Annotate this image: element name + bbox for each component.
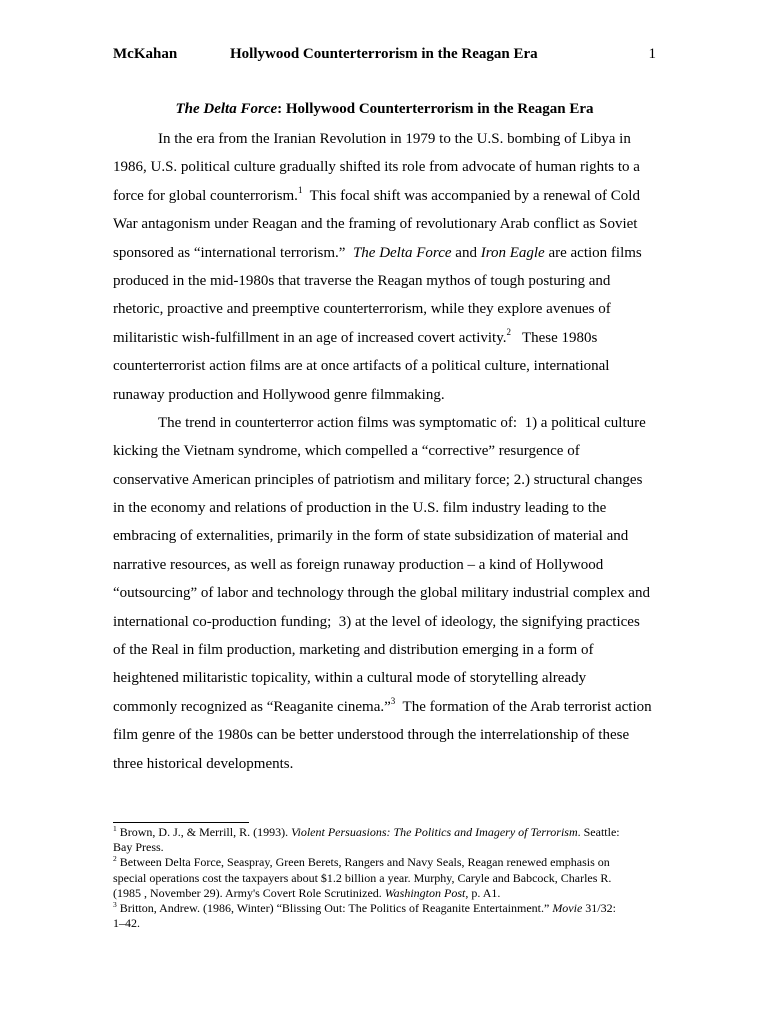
footnote-number: 1 [113, 824, 117, 833]
film-title: The Delta Force [352, 244, 452, 261]
paragraph-2 [113, 409, 663, 778]
text-span: The formation of the Arab terrorist action [395, 698, 652, 715]
text-line: kicking the Vietnam syndrome, which compelled a “corrective” resurgence of [113, 443, 580, 460]
text-span: This focal shift was accompanied by a renewal of Cold [302, 187, 640, 204]
text-span: . Seattle: [577, 825, 620, 839]
text-line: embracing of externalities, primarily in the form of state subsidization of material and [113, 528, 629, 545]
title-subtitle: : Hollywood Counterterrorism in the Reagan Era [277, 101, 594, 117]
text-line: narrative resources, as well as foreign runaway production – a kind of Hollywood [113, 556, 604, 573]
text-span: sponsored as “international terrorism.” [113, 244, 353, 261]
text-line: runaway production and Hollywood genre filmmaking. [113, 386, 445, 403]
text-span: Brown, D. J., & Merrill, R. (1993). [116, 825, 292, 839]
footnote-ref: 1 [297, 184, 303, 195]
footnote-line: 1–42. [113, 916, 140, 931]
text-line: heightened militaristic topicality, within a cultural mode of storytelling already [113, 670, 587, 687]
running-header [113, 46, 656, 68]
text-span: (1985 , November 29). Army's Covert Role Scrutinized. [113, 885, 385, 900]
text-line [113, 239, 663, 267]
text-span: Britton, Andrew. (1986, Winter) “Blissing Out: The Politics of Reaganite Entertainment.” [116, 900, 553, 915]
text-span: force for global counterrorism. [113, 187, 298, 204]
book-title: Violent Persuasions: The Politics and Imagery of Terrorism [291, 825, 578, 839]
text-line: “outsourcing” of labor and technology through the global military industrial complex and [113, 585, 650, 602]
text-line: War antagonism under Reagan and the framing of revolutionary Arab conflict as Soviet [113, 216, 638, 233]
text-line: In the era from the Iranian Revolution in 1979 to the U.S. bombing of Libya in [158, 131, 631, 147]
text-line: in the economy and relations of production in the U.S. film industry leading to the [113, 500, 607, 517]
page-title [113, 101, 656, 118]
text-line: film genre of the 1980s can be better understood through the interrelationship of these [113, 727, 630, 744]
text-line: of the Real in film production, marketing and distribution emerging in a form of [113, 642, 594, 659]
text-span: militaristic wish-fulfillment in an age of increased covert activity. [113, 329, 507, 346]
text-line [113, 324, 663, 352]
text-span: and [451, 244, 481, 261]
text-span: 31/32: [582, 900, 616, 915]
text-line: international co-production funding; 3) at the level of ideology, the signifying practices [113, 613, 640, 630]
text-span: commonly recognized as “Reaganite cinema.” [113, 698, 391, 715]
text-line: three historical developments. [113, 755, 294, 772]
text-line: counterterrorist action films are at once artifacts of a political culture, international [113, 358, 610, 375]
text-span: Between Delta Force, Seaspray, Green Berets, Rangers and Navy Seals, Reagan renewed emphasis on [116, 855, 610, 870]
text-line: 1986, U.S. political culture gradually shifted its role from advocate of human rights to a [113, 159, 640, 176]
header-running-title: Hollywood Counterterrorism in the Reagan Era [230, 46, 538, 62]
page-number: 1 [648, 46, 656, 62]
text-span: are action films [544, 244, 642, 261]
footnote-line: special operations cost the taxpayers about $1.2 billion a year. Murphy, Caryle and Babcock, Charles R. [113, 870, 612, 885]
footnote-line: Bay Press. [113, 840, 164, 855]
footnotes [113, 825, 658, 931]
body-text [113, 125, 663, 778]
footnote-number: 2 [113, 854, 117, 864]
publication-title: Washington Post [384, 885, 466, 900]
text-line [113, 182, 663, 210]
title-film-name: The Delta Force [175, 101, 278, 117]
header-author: McKahan [113, 46, 178, 62]
text-line: The trend in counterterror action films was symptomatic of: 1) a political culture [158, 414, 646, 431]
footnote-number: 3 [113, 899, 117, 909]
footnote-separator [113, 822, 249, 823]
text-line: rhetoric, proactive and preemptive counterterrorism, while they explore avenues of [113, 301, 611, 318]
text-line [113, 693, 663, 721]
footnote-ref: 3 [390, 695, 396, 706]
text-span: , p. A1. [465, 885, 501, 900]
footnote-1 [113, 825, 658, 840]
publication-title: Movie [552, 900, 583, 915]
text-line: produced in the mid-1980s that traverse the Reagan mythos of tough posturing and [113, 272, 611, 289]
footnote-2 [113, 855, 658, 870]
text-span: These 1980s [510, 329, 598, 346]
paragraph-1 [113, 125, 663, 409]
footnote-line [113, 886, 658, 901]
footnote-ref: 2 [506, 326, 511, 337]
footnote-3 [113, 901, 658, 916]
film-title: Iron Eagle [480, 244, 545, 261]
text-line: conservative American principles of patriotism and military force; 2.) structural changes [113, 471, 643, 488]
